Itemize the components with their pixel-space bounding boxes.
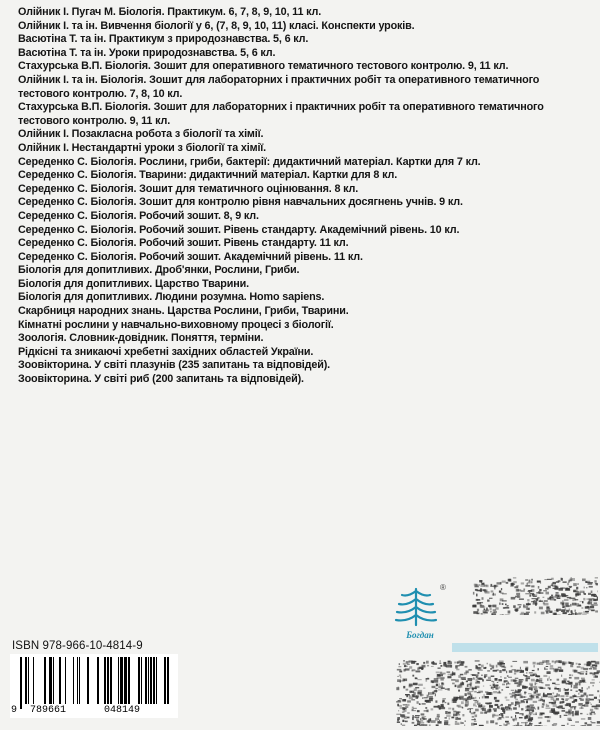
registered-mark: ® (440, 583, 446, 592)
book-item: Скарбниця народних знань. Царства Рослини, Гриби, Тварини. (18, 305, 349, 318)
barcode-bar (120, 657, 123, 704)
barcode-bar (138, 657, 140, 704)
publisher-url-strip (452, 643, 598, 652)
book-item: Олійник І. та ін. Вивчення біології у 6, (7, 8, 9, 10, 11) класі. Конспекти уроків. (18, 19, 415, 32)
barcode-right-group: 048149 (104, 705, 141, 716)
barcode-bar (124, 657, 127, 704)
barcode-bar (164, 657, 166, 704)
book-item: Середенко С. Біологія. Рослини, гриби, бактерії: дидактичний матеріал. Картки для 7 кл. (18, 155, 481, 168)
book-item: Олійник І. Позакласна робота з біології та хімії. (18, 128, 264, 141)
barcode-bar (141, 657, 142, 704)
barcode-bar (79, 657, 80, 704)
barcode-bar (153, 657, 155, 704)
barcode-bar (150, 657, 152, 704)
book-item: Стахурська В.П. Біологія. Зошит для лабораторних і практичних робіт та оперативного тематичного тестового контролю. 9, 11 кл. (18, 101, 547, 127)
book-list (18, 6, 593, 387)
book-item: Олійник І. Нестандартні уроки з біології та хімії. (18, 141, 267, 154)
book-item: Васютіна Т. та ін. Уроки природознавства. 5, 6 кл. (18, 46, 276, 59)
book-item: Зоовікторина. У світі плазунів (235 запитань та відповідей). (18, 359, 330, 372)
book-item: Середенко С. Біологія. Зошит для контролю рівня навчальних досягнень учнів. 9 кл. (18, 196, 463, 209)
barcode-bar (33, 657, 34, 704)
barcode-first-digit: 9 (11, 705, 18, 716)
barcode-bar (25, 657, 27, 704)
barcode-bar (110, 657, 112, 704)
barcode-bar (87, 657, 89, 704)
barcode-bar (53, 657, 54, 704)
isbn-label: ISBN 978-966-10-4814-9 (12, 640, 143, 652)
barcode-bar (73, 657, 74, 704)
barcode-bar (44, 657, 46, 704)
barcode-bar (107, 657, 109, 704)
barcode-bar (145, 657, 147, 704)
book-item: Зоологія. Словник-довідник. Поняття, терміни. (18, 332, 264, 345)
book-item: Олійник І. та ін. Біологія. Зошит для лабораторних і практичних робіт та оперативного тематичного тестового контролю. 7, 8, 10 кл. (18, 73, 543, 100)
book-item: Біологія для допитливих. Дроб'янки, Рослини, Гриби. (18, 264, 300, 277)
barcode-bar (97, 657, 99, 704)
barcode-bar (59, 657, 61, 704)
redacted-scribble-top (472, 577, 598, 615)
book-item: Біологія для допитливих. Царство Тварини. (18, 277, 249, 290)
barcode-bar (118, 657, 119, 704)
book-item: Стахурська В.П. Біологія. Зошит для оперативного тематичного тестового контролю. 9, 11 кл. (18, 60, 509, 73)
book-item: Кімнатні рослини у навчально-виховному процесі з біології. (18, 318, 334, 331)
book-item: Олійник І. Пугач М. Біологія. Практикум. 6, 7, 8, 9, 10, 11 кл. (18, 6, 322, 18)
book-item: Середенко С. Біологія. Робочий зошит. Академічний рівень. 11 кл. (18, 250, 363, 263)
publisher-name: Богдан (406, 630, 434, 640)
book-item: Середенко С. Біологія. Робочий зошит. 8, 9 кл. (18, 209, 259, 222)
book-item: Зоовікторина. У світі риб (200 запитань та відповідей). (18, 373, 304, 386)
barcode-bar (128, 657, 130, 704)
book-item: Середенко С. Біологія. Зошит для тематичного оцінювання. 8 кл. (18, 182, 359, 195)
barcode-bar (65, 657, 66, 704)
book-item: Біологія для допитливих. Людини розумна. Homo sapiens. (18, 291, 325, 304)
barcode-left-group: 789661 (30, 705, 67, 716)
barcode (10, 654, 178, 718)
redacted-scribble-bottom (396, 660, 600, 726)
book-item: Васютіна Т. та ін. Практикум з природознавства. 5, 6 кл. (18, 33, 309, 46)
book-item: Рідкісні та зникаючі хребетні західних областей України. (18, 345, 314, 358)
barcode-bar (20, 657, 22, 709)
barcode-bar (77, 657, 78, 704)
barcode-bar (156, 657, 157, 704)
book-item: Середенко С. Біологія. Робочий зошит. Рівень стандарту. 11 кл. (18, 237, 349, 250)
barcode-bar (28, 657, 29, 704)
barcode-bar (167, 657, 169, 704)
barcode-digits (10, 705, 178, 718)
book-item: Середенко С. Біологія. Робочий зошит. Рівень стандарту. Академічний рівень. 10 кл. (18, 223, 460, 236)
book-item: Середенко С. Біологія. Тварини: дидактичний матеріал. Картки для 8 кл. (18, 169, 398, 182)
publisher-logo (392, 585, 448, 657)
book-stack-icon (392, 585, 440, 629)
barcode-bar (104, 657, 106, 704)
barcode-bar (148, 657, 149, 704)
barcode-bar (49, 657, 52, 704)
